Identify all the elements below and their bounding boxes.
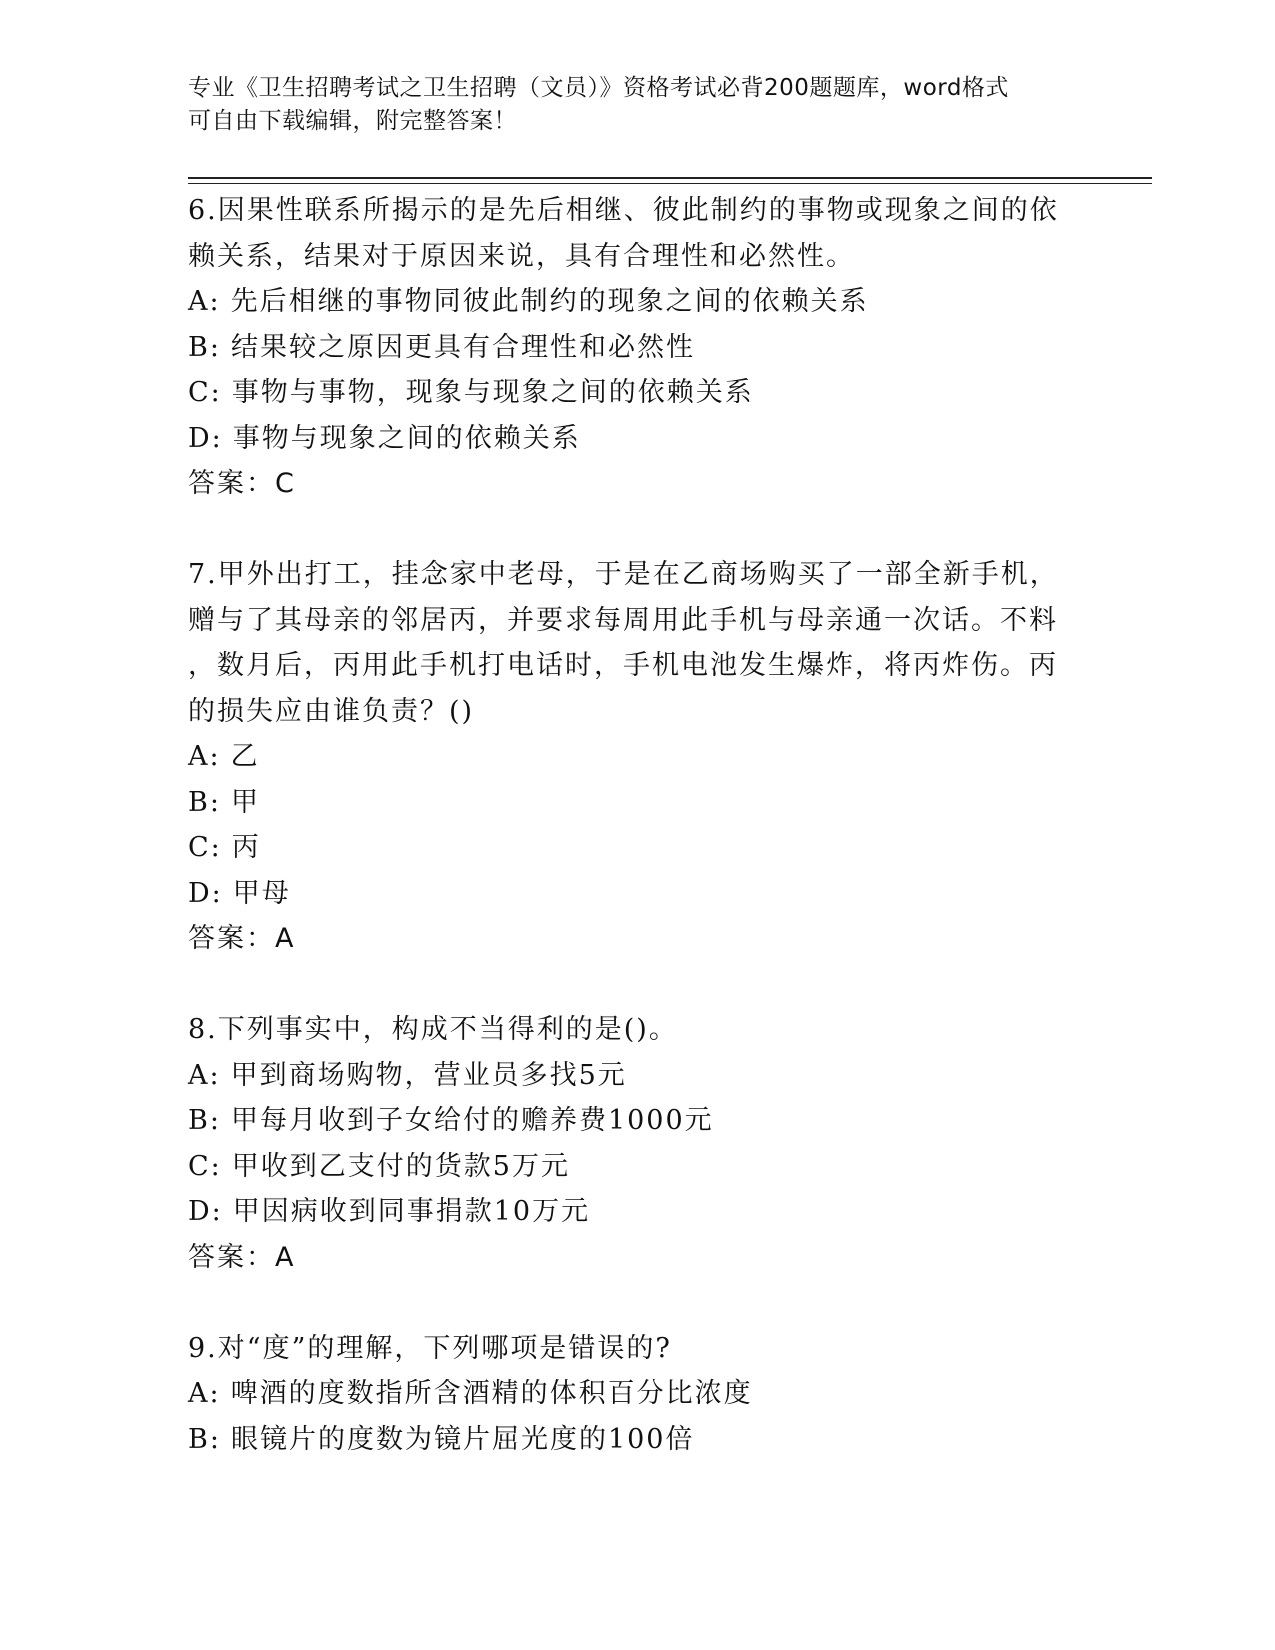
question-stem-line: 7.甲外出打工，挂念家中老母，于是在乙商场购买了一部全新手机， <box>188 559 1059 590</box>
question-stem-line: 6.因果性联系所揭示的是先后相继、彼此制约的事物或现象之间的依 <box>188 195 1059 226</box>
option-text: 甲 <box>230 786 260 818</box>
option-d <box>188 1189 1088 1235</box>
option-d <box>188 416 1088 462</box>
option-letter: C: <box>188 1150 222 1182</box>
option-text: 结果较之原因更具有合理性和必然性 <box>230 331 695 363</box>
question-stem-line: 9.对“度”的理解，下列哪项是错误的? <box>188 1332 672 1364</box>
header-title-line-2: 可自由下载编辑，附完整答案！ <box>188 108 517 134</box>
option-letter: D: <box>188 422 223 454</box>
option-d <box>188 871 1088 917</box>
question-spacer <box>188 1280 1088 1326</box>
option-c <box>188 1144 1088 1190</box>
option-c <box>188 825 1088 871</box>
question-6 <box>188 188 1088 507</box>
document-header <box>188 72 1088 138</box>
option-a <box>188 1053 1088 1099</box>
question-stem-line: 8.下列事实中，构成不当得利的是()。 <box>188 1014 678 1045</box>
option-text: 甲母 <box>232 877 291 909</box>
question-spacer <box>188 962 1088 1008</box>
option-letter: B: <box>188 1423 221 1455</box>
option-text: 眼镜片的度数为镜片屈光度的100倍 <box>230 1423 695 1455</box>
question-spacer <box>188 507 1088 553</box>
option-b <box>188 325 1088 371</box>
option-letter: A: <box>188 741 221 772</box>
answer-line: 答案：C <box>188 468 296 499</box>
option-letter: D: <box>188 877 223 909</box>
question-8 <box>188 1007 1088 1280</box>
question-stem-line: 的损失应由谁负责？() <box>188 695 475 727</box>
option-letter: A: <box>188 286 221 317</box>
question-stem-line: 赖关系，结果对于原因来说，具有合理性和必然性。 <box>188 240 855 272</box>
option-text: 先后相继的事物同彼此制约的现象之间的依赖关系 <box>230 286 869 317</box>
option-a <box>188 734 1088 780</box>
option-a <box>188 1371 1088 1417</box>
option-b <box>188 1417 1088 1463</box>
question-stem-line: 赠与了其母亲的邻居丙，并要求每周用此手机与母亲通一次话。不料 <box>188 604 1058 636</box>
option-letter: A: <box>188 1378 221 1409</box>
option-b <box>188 1098 1088 1144</box>
option-letter: A: <box>188 1059 221 1091</box>
option-letter: C: <box>188 377 222 408</box>
option-letter: B: <box>188 786 221 818</box>
question-7 <box>188 552 1088 962</box>
option-text: 乙 <box>230 741 260 772</box>
option-a <box>188 279 1088 325</box>
header-rule-thick <box>188 177 1152 179</box>
option-text: 甲每月收到子女给付的赡养费1000元 <box>230 1105 714 1136</box>
header-title-line-1: 专业《卫生招聘考试之卫生招聘（文员）》资格考试必背200题题库，word格式 <box>188 75 1009 101</box>
answer-line: 答案：A <box>188 1241 296 1273</box>
option-text: 啤酒的度数指所含酒精的体积百分比浓度 <box>230 1378 753 1409</box>
option-text: 甲收到乙支付的货款5万元 <box>231 1150 570 1182</box>
question-9 <box>188 1326 1088 1463</box>
option-text: 事物与现象之间的依赖关系 <box>232 422 581 454</box>
option-c <box>188 370 1088 416</box>
option-letter: B: <box>188 331 221 363</box>
question-list <box>188 188 1088 1462</box>
answer-line: 答案：A <box>188 923 296 954</box>
option-b <box>188 780 1088 826</box>
header-rule-thin <box>188 183 1152 184</box>
option-letter: C: <box>188 832 222 863</box>
question-stem-line: ，数月后，丙用此手机打电话时，手机电池发生爆炸，将丙炸伤。丙 <box>188 650 1058 681</box>
option-text: 事物与事物，现象与现象之间的依赖关系 <box>231 377 754 408</box>
option-text: 甲到商场购物，营业员多找5元 <box>230 1059 627 1091</box>
option-text: 甲因病收到同事捐款10万元 <box>232 1196 591 1227</box>
option-letter: D: <box>188 1196 223 1227</box>
option-letter: B: <box>188 1105 221 1136</box>
option-text: 丙 <box>231 832 261 863</box>
